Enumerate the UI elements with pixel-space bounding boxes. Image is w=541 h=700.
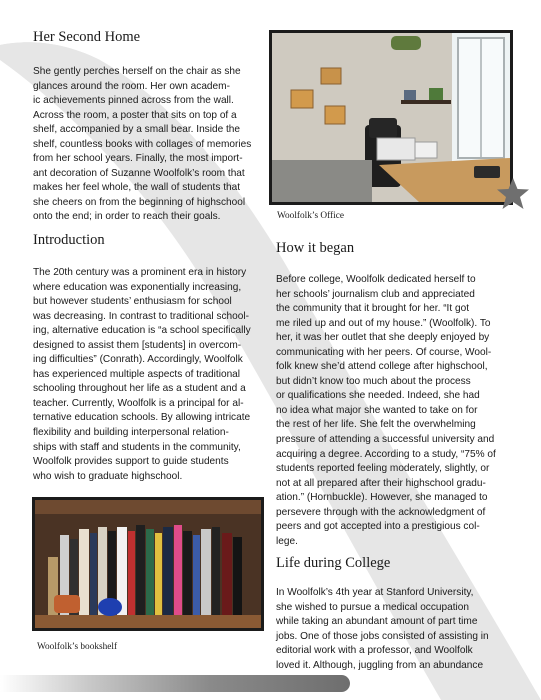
section-title-life-during-college: Life during College [276, 555, 391, 571]
text-line: was decreasing. In contrast to traditional school- [33, 310, 250, 322]
text-line: loved it. Although, juggling from an abundance [276, 659, 484, 671]
text-line: pressure of attending a successful university and [276, 434, 495, 446]
bookshelf-photo [32, 497, 264, 631]
office-photo [269, 30, 513, 205]
text-line: me riled up and out of my house.” (Woolfolk). To [276, 317, 491, 329]
section-body-life-during-college [276, 586, 516, 673]
footer-gradient-bar [0, 675, 350, 692]
text-line: but didn’t know too much about the process [276, 375, 471, 387]
text-line: flexibility and building interpersonal relation- [33, 427, 229, 439]
text-line: lege. [276, 535, 298, 547]
section-body-her-second-home [33, 65, 263, 225]
text-line: In Woolfolk’s 4th year at Stanford University, [276, 587, 474, 598]
text-line: the community that it brought for her. “It got [276, 303, 469, 315]
text-line: from her school years. Finally, the most import- [33, 153, 243, 165]
text-line: no idea what major she wanted to take on for [276, 404, 478, 416]
section-title-her-second-home: Her Second Home [33, 29, 141, 45]
text-line: the rest of her life. She felt the overwhelming [276, 419, 476, 431]
text-line: peers and got accepted into a prestigious col- [276, 521, 480, 533]
text-line: designed to assist them [students] in overcom- [33, 339, 242, 351]
text-line: Across the room, a poster that sits on top of a [33, 109, 237, 121]
text-line: folk knew she’d attend college after highschool, [276, 361, 488, 373]
text-line: teacher. Currently, Woolfolk is a principal for al- [33, 397, 244, 409]
text-line: jobs. One of those jobs consisted of assisting in [276, 630, 489, 642]
text-line: not at all prepared after their highschool gradu- [276, 477, 486, 489]
text-line: communicating with her peers. Of course, Wool- [276, 346, 492, 358]
star-icon [495, 176, 531, 212]
text-line: she wished to pursue a medical occupation [276, 601, 470, 613]
section-body-how-it-began [276, 273, 516, 549]
bookshelf-photo-caption: Woolfolk’s bookshelf [37, 642, 118, 652]
office-photo-image [269, 30, 513, 205]
office-photo-caption: Woolfolk’s Office [277, 211, 344, 221]
text-line: who wish to graduate highschool. [33, 470, 183, 482]
section-title-introduction: Introduction [33, 232, 105, 248]
star-shape [497, 178, 529, 209]
section-title-how-it-began: How it began [276, 240, 355, 256]
text-line: She gently perches herself on the chair as she [33, 66, 241, 77]
text-line: makes her feel whole, the wall of students that [33, 182, 241, 194]
text-line: Woolfolk provides support to guide students [33, 456, 229, 468]
text-line: ic achievements pinned across from the wall. [33, 95, 234, 107]
text-line: acquiring a degree. According to a study, “75% of [276, 448, 496, 460]
text-line: she cheers on from the beginning of highschool [33, 196, 246, 208]
text-line: her schools’ journalism club and appreciated [276, 288, 475, 300]
text-line: ternative education schools. By allowing intricate [33, 412, 251, 424]
text-line: ing difficulties” (Conrath). Accordingly, Woolfolk [33, 354, 243, 366]
text-line: Before college, Woolfolk dedicated herself to [276, 274, 476, 285]
text-line: shelf, countless books with collages of memories [33, 138, 252, 150]
text-line: but however students’ enthusiasm for school [33, 296, 232, 308]
text-line: her, it was her outlet that she deeply enjoyed by [276, 332, 490, 344]
text-line: The 20th century was a prominent era in history [33, 267, 247, 278]
text-line: where education was exponentially increasing, [33, 281, 242, 293]
text-line: glances around the room. Her own academ- [33, 80, 230, 92]
text-line: ant decoration of Suzanne Woolfolk’s room that [33, 167, 245, 179]
text-line: shelf, accompanied by a small bear. Inside the [33, 124, 241, 136]
text-line: while taking an abundant amount of part time [276, 616, 478, 628]
text-line: ing, alternative education is “a school specifically [33, 325, 251, 337]
text-line: ships with staff and students in the community, [33, 441, 241, 453]
text-line: schooling throughout her life as a student and a [33, 383, 246, 395]
text-line: or qualifications she needed. Indeed, she had [276, 390, 480, 402]
text-line: editorial work with a professor, and Woolfolk [276, 645, 473, 657]
text-line: has experienced multiple aspects of traditional [33, 368, 241, 380]
text-line: ation.” (Hornbuckle). However, she managed to [276, 492, 488, 504]
text-line: persevere through with the acknowledgment of [276, 506, 486, 518]
text-line: students reported feeling moderately, slightly, or [276, 463, 490, 475]
text-line: onto the end; in order to reach their goals. [33, 211, 221, 223]
bookshelf-photo-image [32, 497, 264, 631]
section-body-introduction [33, 266, 265, 484]
